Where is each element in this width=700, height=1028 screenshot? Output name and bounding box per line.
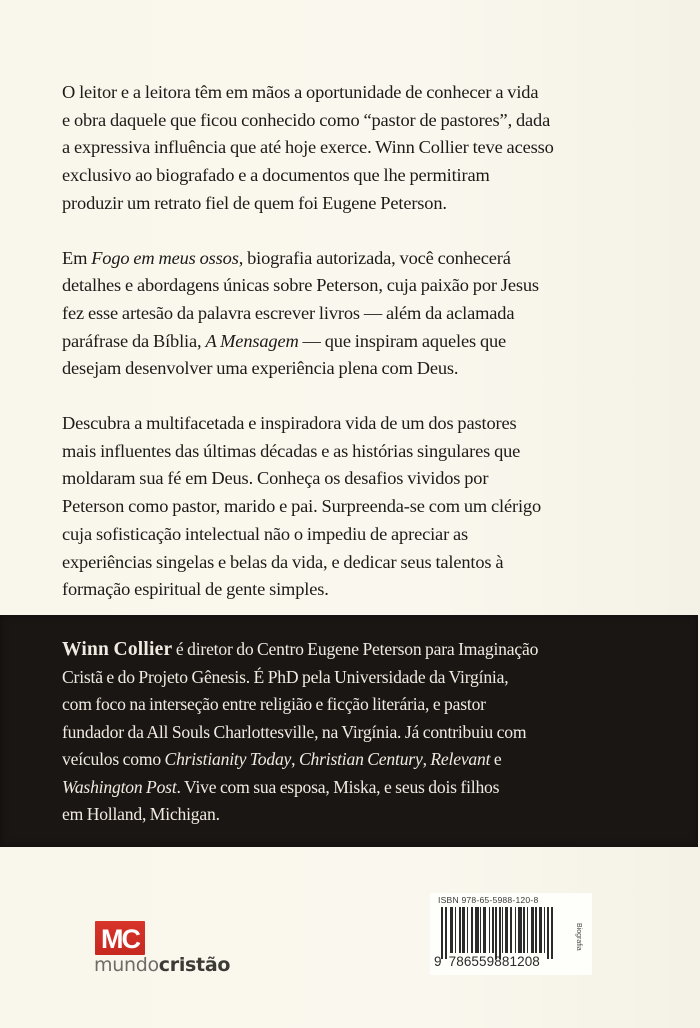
category-label: Biografia [575, 923, 582, 951]
text-span: , biografia autorizada, você conhecerá [238, 247, 511, 268]
text-line: produzir um retrato fiel de quem foi Eugene Peterson. [62, 192, 447, 213]
isbn-label: ISBN 978-65-5988-120-8 [438, 895, 539, 905]
text-line [62, 636, 662, 664]
book-title-italic: Fogo em meus ossos [91, 247, 239, 268]
wordmark-cristao: cristão [158, 954, 231, 976]
barcode-digit-body: 786559881208 [448, 954, 540, 969]
text-span: é diretor do Centro Eugene Peterson para Imaginação [172, 639, 539, 659]
publication-italic: Christianity Today [164, 749, 292, 769]
text-line: cuja sofisticação intelectual não o impediu de apreciar as [62, 523, 469, 544]
text-line: Peterson como pastor, marido e pai. Surpreenda-se com um clérigo [62, 496, 542, 517]
barcode-digits [434, 954, 540, 969]
text-line: a expressiva influência que até hoje exerce. Winn Collier teve acesso [62, 137, 554, 158]
text-span: , [291, 749, 299, 769]
text-span: Em [62, 247, 92, 268]
text-span: . Vive com sua esposa, Miska, e seus dois filhos [176, 776, 500, 797]
text-line: em Holland, Michigan. [62, 804, 220, 824]
text-line: fundador da All Souls Charlottesville, na Virgínia. Já contribuiu com [62, 721, 527, 742]
work-title-italic: A Mensagem [205, 330, 299, 351]
text-line: com foco na interseção entre religião e ficção literária, e pastor [62, 694, 486, 714]
synopsis-paragraph-1 [62, 79, 662, 218]
text-line [62, 746, 662, 774]
publisher-wordmark [94, 954, 230, 976]
author-name: Winn Collier [62, 639, 173, 660]
text-line: O leitor e a leitora têm em mãos a oportunidade de conhecer a vida [62, 82, 539, 102]
text-line: mais influentes das últimas décadas e as histórias singulares que [62, 440, 521, 461]
publication-italic: Relevant [430, 749, 491, 769]
text-line [62, 328, 662, 356]
publisher-logo [95, 921, 255, 983]
synopsis-section [62, 79, 662, 631]
text-line: exclusivo ao biografado e a documentos que lhe permitiram [62, 165, 490, 186]
author-bio-band [0, 615, 698, 847]
text-line: formação espiritual de gente simples. [62, 579, 329, 600]
text-span: e [490, 749, 502, 769]
text-line: moldaram sua fé em Deus. Conheça os desafios vividos por [62, 468, 489, 489]
text-span: — que inspiram aqueles que [298, 330, 507, 351]
text-line: fez esse artesão da palavra escrever livros — além da aclamada [62, 302, 515, 323]
publication-italic: Christian Century [298, 749, 423, 769]
publication-italic: Washington Post [62, 776, 177, 797]
barcode-digit-prefix: 9 [434, 954, 442, 969]
synopsis-paragraph-2 [62, 245, 662, 384]
text-span: paráfrase da Bíblia, [62, 330, 206, 351]
barcode-icon [441, 907, 575, 959]
mc-logo-icon: MC [95, 921, 145, 955]
synopsis-paragraph-3 [62, 410, 662, 604]
text-line: experiências singelas e belas da vida, e dedicar seus talentos à [62, 551, 504, 572]
isbn-barcode [430, 893, 592, 975]
text-line: e obra daquele que ficou conhecido como “pastor de pastores”, dada [62, 109, 551, 130]
text-line [62, 774, 662, 802]
text-span: , [422, 749, 431, 769]
text-line [62, 245, 662, 273]
text-line: Cristã e do Projeto Gênesis. É PhD pela Universidade da Virgínia, [62, 666, 509, 687]
text-span: veículos como [62, 749, 165, 769]
author-bio-text [62, 636, 662, 829]
text-line: desejam desenvolver uma experiência plena com Deus. [62, 358, 459, 379]
wordmark-mundo: mundo [94, 954, 159, 976]
text-line: Descubra a multifacetada e inspiradora vida de um dos pastores [62, 413, 517, 434]
text-line: detalhes e abordagens únicas sobre Peterson, cuja paixão por Jesus [62, 275, 539, 296]
